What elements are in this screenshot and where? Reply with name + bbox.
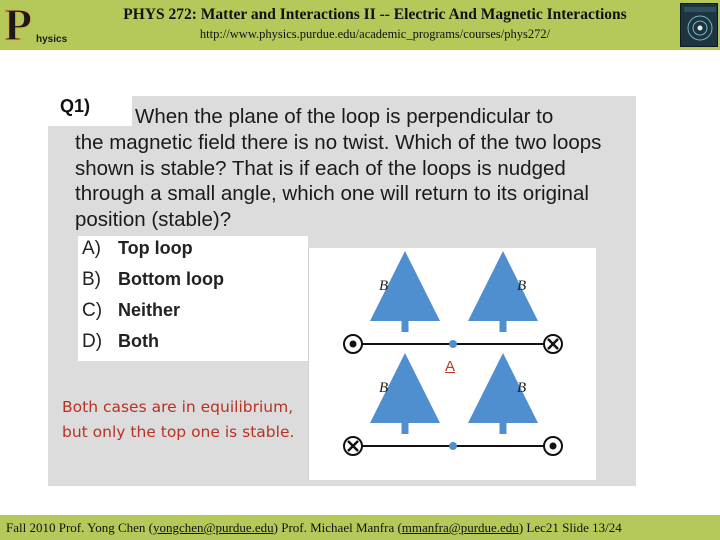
email-link-chen[interactable]: yongchen@purdue.edu xyxy=(153,520,274,535)
footer-prefix: Fall 2010 Prof. Yong Chen ( xyxy=(6,520,153,535)
current-out-icon xyxy=(344,335,362,353)
footer-middle: ) Prof. Michael Manfra ( xyxy=(273,520,402,535)
current-out-icon xyxy=(544,437,562,455)
logo-subtext: hysics xyxy=(36,34,68,45)
current-in-icon xyxy=(344,437,362,455)
galaxy-icon xyxy=(681,4,718,47)
header-bar xyxy=(0,0,720,50)
current-in-icon xyxy=(544,335,562,353)
email-link-manfra[interactable]: mmanfra@purdue.edu xyxy=(401,520,519,535)
option-b[interactable] xyxy=(82,269,224,291)
option-c[interactable] xyxy=(82,300,180,322)
option-text: Bottom loop xyxy=(118,269,224,289)
explanation-line2: but only the top one is stable. xyxy=(62,423,295,441)
option-text: Top loop xyxy=(118,238,193,258)
answer-marker: A xyxy=(445,358,456,375)
logo-letter: P xyxy=(4,2,33,46)
top-loop-center xyxy=(449,340,457,348)
explanation-line1: Both cases are in equilibrium, xyxy=(62,398,294,416)
explanation-text xyxy=(62,395,312,445)
field-label: B xyxy=(517,278,527,294)
question-text xyxy=(75,104,635,233)
department-badge xyxy=(680,3,718,47)
option-text: Neither xyxy=(118,300,181,320)
footer-suffix: ) Lec21 Slide 13/24 xyxy=(518,520,622,535)
footer-text xyxy=(6,520,622,536)
option-d[interactable] xyxy=(82,331,159,353)
option-text: Both xyxy=(118,331,159,351)
option-a[interactable] xyxy=(82,238,193,260)
option-letter: D) xyxy=(82,331,103,352)
option-letter: C) xyxy=(82,300,103,321)
footer-bar xyxy=(0,515,720,540)
bottom-loop-center xyxy=(449,442,457,450)
field-label: B xyxy=(379,380,389,396)
question-label: Q1) xyxy=(60,96,91,116)
question-text-rest: the magnetic field there is no twist. Which of the two loops shown is stable? That is if each of the loops is nudged through a small angle, which one will return to its original position (stable)? xyxy=(75,130,602,232)
purdue-physics-logo xyxy=(2,2,68,46)
answer-options xyxy=(78,236,308,361)
field-label: B xyxy=(517,380,527,396)
option-letter: B) xyxy=(82,269,101,290)
question-text-line1: When the plane of the loop is perpendicular to xyxy=(135,105,554,128)
course-url[interactable]: http://www.physics.purdue.edu/academic_programs/courses/phys272/ xyxy=(199,27,551,41)
field-label: B xyxy=(379,278,389,294)
option-letter: A) xyxy=(82,238,101,259)
course-title: PHYS 272: Matter and Interactions II -- Electric And Magnetic Interactions xyxy=(123,6,627,23)
